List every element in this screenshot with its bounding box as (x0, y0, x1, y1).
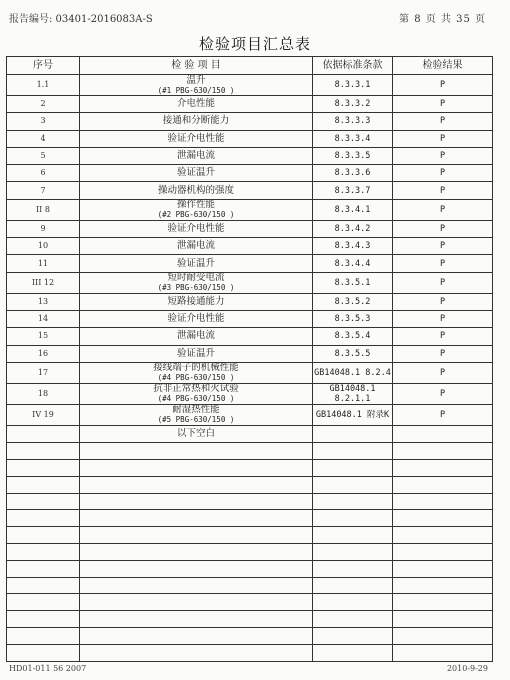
cell-item (80, 362, 313, 383)
cell-result: P (393, 293, 493, 310)
blank-cell (80, 644, 313, 661)
cell-result: P (393, 383, 493, 404)
item-name: 接线端子的机械性能 (153, 362, 239, 374)
blank-cell (80, 543, 313, 560)
blank-cell (313, 459, 393, 476)
cell-item (80, 238, 313, 255)
item-name: 验证温升 (176, 167, 215, 179)
cell-seq: 6 (7, 165, 80, 182)
blank-row (7, 560, 493, 577)
blank-cell (80, 443, 313, 460)
blank-cell (80, 560, 313, 577)
cell-result: P (393, 182, 493, 199)
blank-cell (393, 627, 493, 644)
item-name: 抗非正常热和火试验 (153, 383, 239, 395)
form-code: HD01-011 56 2007 (9, 664, 87, 673)
cell-item (80, 328, 313, 345)
cell-seq: IV 19 (7, 404, 80, 425)
cell-seq: 18 (7, 383, 80, 404)
cell-item (80, 293, 313, 310)
page-indicator: 第 8 页 共 35 页 (399, 14, 486, 25)
cell-standard: GB14048.1 附录K (313, 404, 393, 425)
table-row (7, 113, 493, 130)
cell-item (80, 404, 313, 425)
cell-seq: 3 (7, 113, 80, 130)
cell-seq: 10 (7, 238, 80, 255)
item-name: 操动器机构的强度 (157, 184, 234, 196)
blank-cell (393, 644, 493, 661)
cell-item (80, 130, 313, 147)
cell-result: P (393, 165, 493, 182)
blank-cell (313, 527, 393, 544)
cell-standard: 8.3.3.6 (313, 165, 393, 182)
table-row (7, 404, 493, 425)
blank-cell (7, 459, 80, 476)
table-row (7, 96, 493, 113)
table-row (7, 255, 493, 272)
item-name: 验证温升 (176, 257, 215, 269)
blank-cell (7, 577, 80, 594)
cell-standard: GB14048.1 8.2.4 (313, 362, 393, 383)
cell-standard: 8.3.4.4 (313, 255, 393, 272)
cell-item (80, 255, 313, 272)
cell-seq: 17 (7, 362, 80, 383)
item-name: 验证温升 (176, 347, 215, 359)
table-row (7, 362, 493, 383)
blank-cell (7, 510, 80, 527)
blank-cell (7, 527, 80, 544)
cell-item (80, 199, 313, 220)
cell-item (80, 345, 313, 362)
item-name: 短时耐受电流 (167, 272, 225, 284)
blank-cell (7, 627, 80, 644)
blank-cell (7, 611, 80, 628)
cell-standard: 8.3.3.1 (313, 75, 393, 96)
blank-cell (7, 493, 80, 510)
cell-seq: 7 (7, 182, 80, 199)
cell-seq: 13 (7, 293, 80, 310)
cell-standard: 8.3.5.4 (313, 328, 393, 345)
blank-row (7, 459, 493, 476)
cell-seq: 11 (7, 255, 80, 272)
blank-row (7, 476, 493, 493)
cell-seq (7, 425, 80, 442)
blank-cell (80, 594, 313, 611)
cell-seq: 9 (7, 220, 80, 237)
table-row (7, 345, 493, 362)
table-row (7, 310, 493, 327)
item-name: 泄漏电流 (176, 240, 215, 252)
cell-result: P (393, 272, 493, 293)
blank-row (7, 594, 493, 611)
blank-cell (393, 527, 493, 544)
blank-cell (393, 543, 493, 560)
cell-result: P (393, 310, 493, 327)
item-name: 验证介电性能 (167, 313, 225, 325)
cell-item (80, 113, 313, 130)
item-name: 介电性能 (176, 98, 215, 110)
blank-cell (393, 476, 493, 493)
cell-standard: 8.3.3.3 (313, 113, 393, 130)
table-row (7, 165, 493, 182)
blank-cell (393, 594, 493, 611)
cell-item (80, 147, 313, 164)
cell-result: P (393, 362, 493, 383)
cell-result: P (393, 75, 493, 96)
blank-cell (313, 476, 393, 493)
blank-cell (313, 443, 393, 460)
cell-result (393, 425, 493, 442)
blank-cell (313, 543, 393, 560)
cell-seq: 14 (7, 310, 80, 327)
table-row (7, 220, 493, 237)
blank-cell (393, 443, 493, 460)
item-name: 泄漏电流 (176, 150, 215, 162)
cell-result: P (393, 328, 493, 345)
table-header-row (7, 57, 493, 75)
table-row (7, 293, 493, 310)
cell-result: P (393, 404, 493, 425)
blank-cell (80, 510, 313, 527)
blank-cell (7, 644, 80, 661)
cell-seq: 15 (7, 328, 80, 345)
blank-cell (80, 493, 313, 510)
cell-standard: 8.3.5.1 (313, 272, 393, 293)
column-header-standard: 依据标准条款 (313, 57, 393, 75)
table-row (7, 328, 493, 345)
table-body (7, 75, 493, 662)
blank-row (7, 493, 493, 510)
table-row (7, 425, 493, 442)
table-row (7, 383, 493, 404)
item-name: 耐湿热性能 (172, 404, 220, 416)
item-name: 短路接通能力 (167, 295, 225, 307)
item-sample: (#4 PBG-630/150 ) (157, 373, 235, 383)
cell-seq: II 8 (7, 199, 80, 220)
report-number: 报告编号: 03401-2016083A-S (9, 14, 153, 25)
blank-cell (393, 611, 493, 628)
table-row (7, 238, 493, 255)
blank-row (7, 577, 493, 594)
item-sample: (#3 PBG-630/150 ) (157, 283, 235, 293)
blank-cell (313, 594, 393, 611)
blank-cell (393, 560, 493, 577)
cell-result: P (393, 113, 493, 130)
cell-result: P (393, 255, 493, 272)
blank-row (7, 644, 493, 661)
cell-standard: 8.3.3.5 (313, 147, 393, 164)
blank-cell (393, 493, 493, 510)
blank-row (7, 510, 493, 527)
cell-result: P (393, 345, 493, 362)
blank-row (7, 527, 493, 544)
blank-cell (7, 443, 80, 460)
item-sample: (#1 PBG-630/150 ) (157, 85, 235, 95)
blank-row (7, 627, 493, 644)
item-sample: (#5 PBG-630/150 ) (157, 415, 235, 425)
blank-cell (313, 627, 393, 644)
column-header-item: 检 验 项 目 (80, 57, 313, 75)
blank-cell (80, 577, 313, 594)
blank-cell (7, 543, 80, 560)
item-name: 验证介电性能 (167, 222, 225, 234)
blank-cell (393, 577, 493, 594)
cell-seq: III 12 (7, 272, 80, 293)
blank-cell (393, 459, 493, 476)
table-row (7, 272, 493, 293)
item-name: 接通和分断能力 (162, 115, 230, 127)
cell-standard: 8.3.5.5 (313, 345, 393, 362)
blank-cell (393, 510, 493, 527)
cell-item (80, 425, 313, 442)
table-row (7, 199, 493, 220)
page-title: 检验项目汇总表 (198, 35, 311, 53)
blank-cell (7, 560, 80, 577)
cell-standard: 8.3.4.1 (313, 199, 393, 220)
item-name: 操作性能 (176, 199, 215, 211)
item-name: 温升 (186, 74, 206, 86)
table-row (7, 75, 493, 96)
blank-cell (313, 560, 393, 577)
blank-cell (313, 644, 393, 661)
cell-item (80, 96, 313, 113)
blank-row (7, 611, 493, 628)
cell-standard: 8.3.4.3 (313, 238, 393, 255)
cell-result: P (393, 147, 493, 164)
blank-cell (80, 459, 313, 476)
cell-result: P (393, 96, 493, 113)
blank-cell (7, 476, 80, 493)
cell-standard: 8.3.5.2 (313, 293, 393, 310)
item-name: 以下空白 (176, 428, 215, 439)
cell-item (80, 310, 313, 327)
cell-result: P (393, 130, 493, 147)
cell-item (80, 182, 313, 199)
cell-item (80, 75, 313, 96)
blank-cell (80, 627, 313, 644)
blank-cell (80, 527, 313, 544)
cell-seq: 1.1 (7, 75, 80, 96)
cell-standard: 8.3.4.2 (313, 220, 393, 237)
cell-item (80, 165, 313, 182)
summary-table (6, 56, 493, 662)
item-name: 泄漏电流 (176, 330, 215, 342)
cell-item (80, 220, 313, 237)
item-name: 验证介电性能 (167, 132, 225, 144)
table-row (7, 182, 493, 199)
blank-row (7, 543, 493, 560)
cell-item (80, 272, 313, 293)
blank-cell (313, 577, 393, 594)
print-date: 2010-9-29 (446, 664, 488, 673)
table-row (7, 147, 493, 164)
blank-cell (80, 476, 313, 493)
cell-item (80, 383, 313, 404)
blank-cell (313, 611, 393, 628)
cell-standard: 8.3.5.3 (313, 310, 393, 327)
column-header-seq: 序号 (7, 57, 80, 75)
blank-row (7, 443, 493, 460)
cell-standard: GB14048.1 8.2.1.1 (313, 383, 393, 404)
cell-seq: 2 (7, 96, 80, 113)
cell-standard (313, 425, 393, 442)
column-header-result: 检验结果 (393, 57, 493, 75)
cell-standard: 8.3.3.2 (313, 96, 393, 113)
cell-seq: 16 (7, 345, 80, 362)
item-sample: (#4 PBG-630/150 ) (157, 394, 235, 404)
table-row (7, 130, 493, 147)
item-sample: (#2 PBG-630/150 ) (157, 210, 235, 220)
cell-result: P (393, 199, 493, 220)
cell-seq: 4 (7, 130, 80, 147)
blank-cell (313, 493, 393, 510)
cell-result: P (393, 220, 493, 237)
blank-cell (7, 594, 80, 611)
cell-seq: 5 (7, 147, 80, 164)
cell-standard: 8.3.3.4 (313, 130, 393, 147)
blank-cell (313, 510, 393, 527)
cell-result: P (393, 238, 493, 255)
cell-standard: 8.3.3.7 (313, 182, 393, 199)
blank-cell (80, 611, 313, 628)
